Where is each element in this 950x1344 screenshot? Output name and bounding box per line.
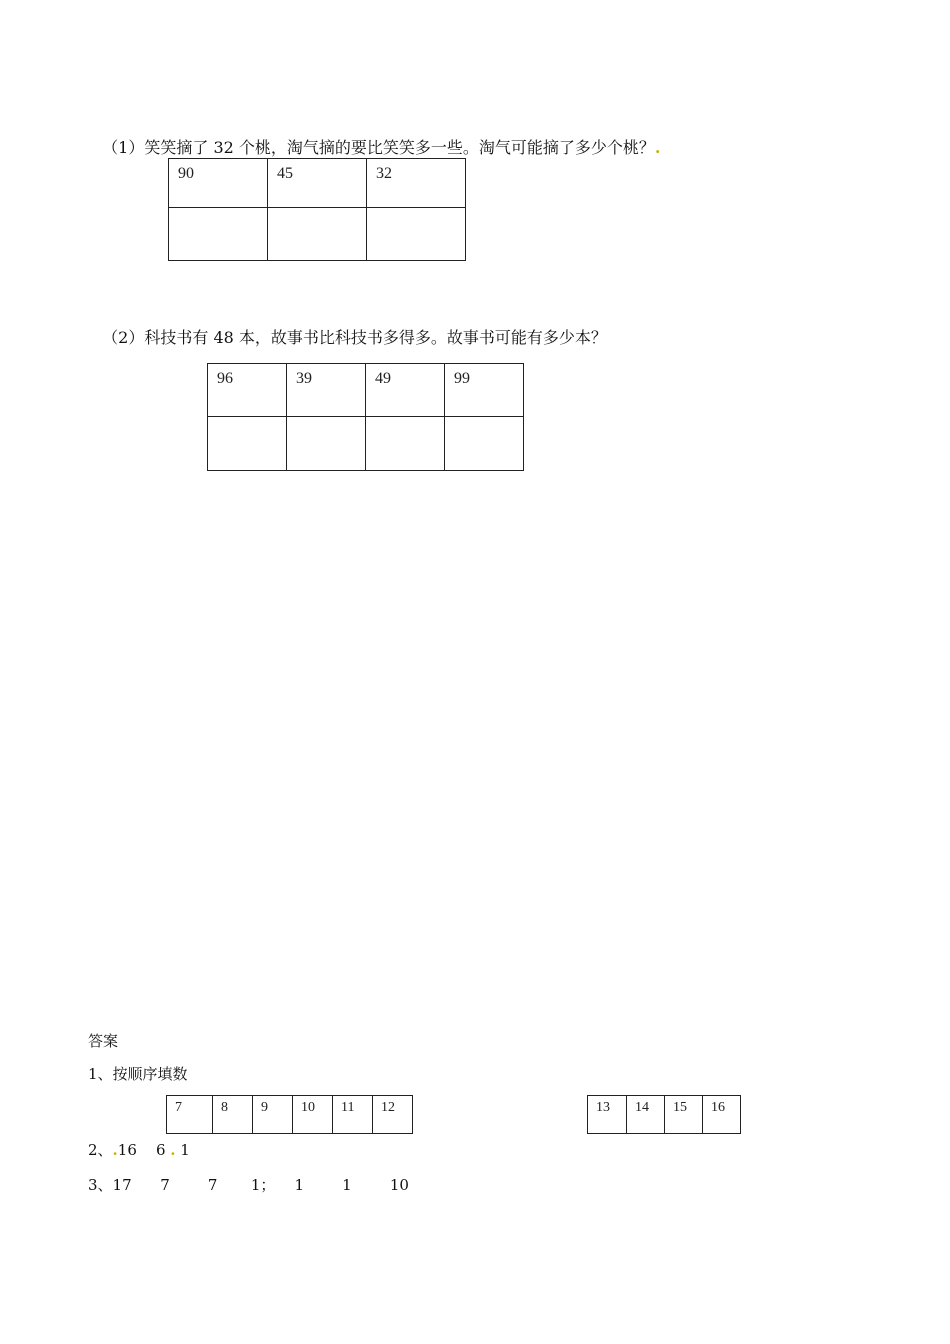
answer-2-part2: 1 bbox=[175, 1141, 190, 1159]
q2-answer-cell[interactable] bbox=[366, 417, 445, 471]
sequence-value: 12 bbox=[381, 1100, 395, 1115]
sequence-cell bbox=[253, 1096, 293, 1134]
sequence-cell bbox=[373, 1096, 413, 1134]
sequence-cell bbox=[588, 1096, 627, 1134]
q1-answer-cell[interactable] bbox=[268, 208, 367, 261]
answer-2 bbox=[88, 1140, 190, 1160]
question-1-dot: . bbox=[654, 138, 661, 157]
sequence-value: 16 bbox=[711, 1100, 725, 1115]
sequence-cell bbox=[627, 1096, 665, 1134]
sequence-value: 15 bbox=[673, 1100, 687, 1115]
q2-option-cell bbox=[445, 364, 524, 417]
question-2 bbox=[92, 308, 607, 348]
sequence-value: 13 bbox=[596, 1100, 610, 1115]
answers-title: 答案 bbox=[88, 1032, 119, 1050]
question-1-table bbox=[168, 158, 466, 261]
q2-option-value: 96 bbox=[217, 370, 233, 387]
q1-option-cell bbox=[367, 159, 466, 208]
q2-option-cell bbox=[208, 364, 287, 417]
q2-option-cell bbox=[366, 364, 445, 417]
sequence-cell bbox=[293, 1096, 333, 1134]
sequence-cell bbox=[213, 1096, 253, 1134]
q2-answer-cell[interactable] bbox=[445, 417, 524, 471]
answer-1-label: 1、按顺序填数 bbox=[88, 1065, 188, 1083]
q2-answer-cell[interactable] bbox=[287, 417, 366, 471]
answer-2-dot: . bbox=[170, 1141, 176, 1159]
answer-2-dot: . bbox=[112, 1141, 118, 1159]
q2-option-cell bbox=[287, 364, 366, 417]
q2-answer-cell[interactable] bbox=[208, 417, 287, 471]
sequence-value: 7 bbox=[175, 1100, 182, 1115]
sequence-value: 10 bbox=[301, 1100, 315, 1115]
question-2-table bbox=[207, 363, 524, 471]
q1-option-value: 45 bbox=[277, 165, 293, 182]
q2-option-value: 99 bbox=[454, 370, 470, 387]
sequence-value: 14 bbox=[635, 1100, 649, 1115]
question-1-text: （1）笑笑摘了 32 个桃，淘气摘的要比笑笑多一些。淘气可能摘了多少个桃？ bbox=[102, 138, 655, 157]
sequence-cell bbox=[333, 1096, 373, 1134]
q1-option-cell bbox=[268, 159, 367, 208]
q1-option-value: 32 bbox=[376, 165, 392, 182]
question-2-text: （2）科技书有 48 本，故事书比科技书多得多。故事书可能有多少本？ bbox=[102, 328, 607, 347]
q1-option-cell bbox=[169, 159, 268, 208]
answer-2-prefix: 2、 bbox=[88, 1141, 113, 1159]
q2-option-value: 49 bbox=[375, 370, 391, 387]
answer-3: 3、17 7 7 1； 1 1 10 bbox=[88, 1176, 409, 1194]
sequence-cell bbox=[167, 1096, 213, 1134]
q2-option-value: 39 bbox=[296, 370, 312, 387]
q1-option-value: 90 bbox=[178, 165, 194, 182]
answer-1-sequence-left bbox=[166, 1095, 413, 1134]
sequence-value: 11 bbox=[341, 1100, 355, 1115]
answer-1-sequence-right bbox=[587, 1095, 741, 1134]
question-1 bbox=[92, 118, 660, 158]
sequence-value: 9 bbox=[261, 1100, 268, 1115]
sequence-cell bbox=[665, 1096, 703, 1134]
sequence-value: 8 bbox=[221, 1100, 228, 1115]
answer-2-part1: 16 6 bbox=[117, 1141, 171, 1159]
sequence-cell bbox=[703, 1096, 741, 1134]
q1-answer-cell[interactable] bbox=[367, 208, 466, 261]
q1-answer-cell[interactable] bbox=[169, 208, 268, 261]
